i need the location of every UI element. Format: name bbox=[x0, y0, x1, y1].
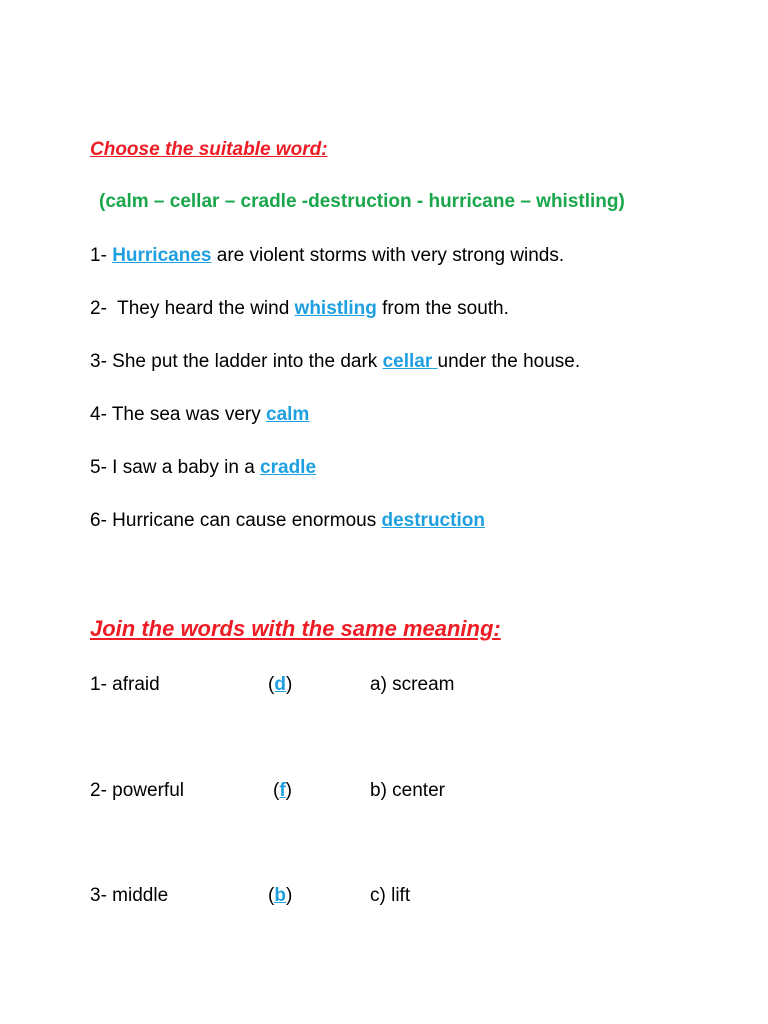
match-answer-letter: f bbox=[279, 780, 286, 801]
match-answer: (d) bbox=[268, 674, 293, 695]
answer-word: calm bbox=[266, 404, 310, 425]
section1-heading: Choose the suitable word: bbox=[90, 139, 328, 160]
answer-word: Hurricanes bbox=[112, 245, 212, 266]
match-answer-letter: b bbox=[274, 885, 286, 906]
sentence-prefix: 1- bbox=[90, 245, 113, 266]
match-word: 2- powerful bbox=[90, 780, 184, 801]
sentence-2 bbox=[90, 297, 509, 321]
sentence-prefix: 6- Hurricane can cause enormous bbox=[90, 510, 382, 531]
sentence-suffix: from the south. bbox=[376, 298, 509, 319]
answer-word: whistling bbox=[294, 298, 377, 319]
sentence-prefix: 4- The sea was very bbox=[90, 404, 267, 425]
sentence-suffix: under the house. bbox=[437, 351, 581, 372]
sentence-3 bbox=[90, 350, 580, 374]
sentence-5 bbox=[90, 456, 316, 480]
match-answer: (f) bbox=[273, 780, 292, 801]
match-option: b) center bbox=[370, 780, 445, 801]
answer-word: cradle bbox=[260, 457, 317, 478]
answer-word: cellar bbox=[382, 351, 438, 372]
match-answer: (b) bbox=[268, 885, 293, 906]
sentence-prefix: 2- They heard the wind bbox=[90, 298, 295, 319]
match-answer-letter: d bbox=[274, 674, 286, 695]
sentence-prefix: 5- I saw a baby in a bbox=[90, 457, 261, 478]
match-option: a) scream bbox=[370, 674, 455, 695]
sentence-6 bbox=[90, 509, 485, 533]
word-bank: (calm – cellar – cradle -destruction - hurricane – whistling) bbox=[99, 191, 625, 212]
section2-heading: Join the words with the same meaning: bbox=[90, 616, 501, 641]
match-word: 3- middle bbox=[90, 885, 169, 906]
sentence-1 bbox=[90, 244, 564, 268]
sentence-4 bbox=[90, 403, 309, 427]
sentence-prefix: 3- She put the ladder into the dark bbox=[90, 351, 383, 372]
sentence-suffix: are violent storms with very strong winds. bbox=[211, 245, 565, 266]
match-option: c) lift bbox=[370, 885, 411, 906]
match-word: 1- afraid bbox=[90, 674, 160, 695]
answer-word: destruction bbox=[381, 510, 485, 531]
